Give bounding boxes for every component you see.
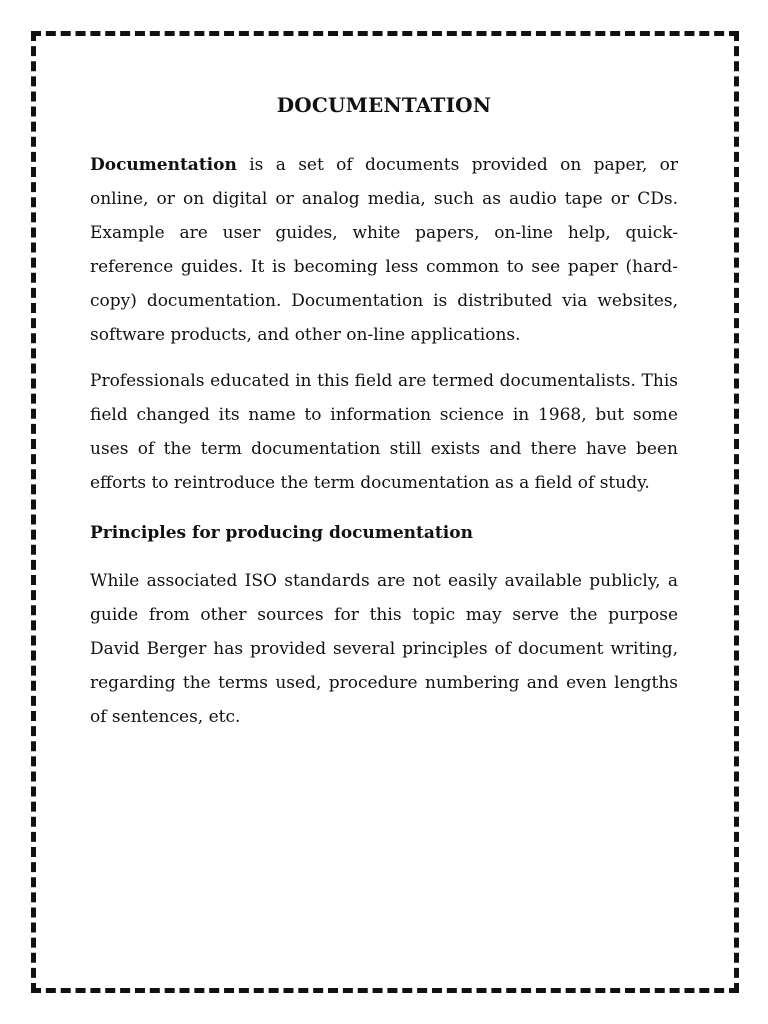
paragraph-definition (90, 148, 678, 352)
paragraph-definition-text: is a set of documents provided on paper, or online, or on digital or analog media, such as audio tape or CDs. Example are user guides, white papers, on-line help, quick-reference guides. It is becoming less common to see paper (hard-copy) documentation. Documentation is distributed via websites, software products, and other on-line applications. (90, 155, 678, 345)
section-heading: Principles for producing documentation (90, 523, 473, 543)
paragraph-lead-term: Documentation (90, 155, 237, 175)
document-body (90, 148, 678, 734)
paragraph-principles: While associated ISO standards are not easily available publicly, a guide from other sources for this topic may serve the purpose David Berger has provided several principles of document writing, regarding the terms used, procedure numbering and even lengths of sentences, etc. (90, 571, 678, 727)
page-title: DOCUMENTATION (276, 93, 492, 117)
paragraph-history: Professionals educated in this field are termed documentalists. This field changed its name to information science in 1968, but some uses of the term documentation still exists and there have been efforts to reintroduce the term documentation as a field of study. (90, 371, 678, 493)
